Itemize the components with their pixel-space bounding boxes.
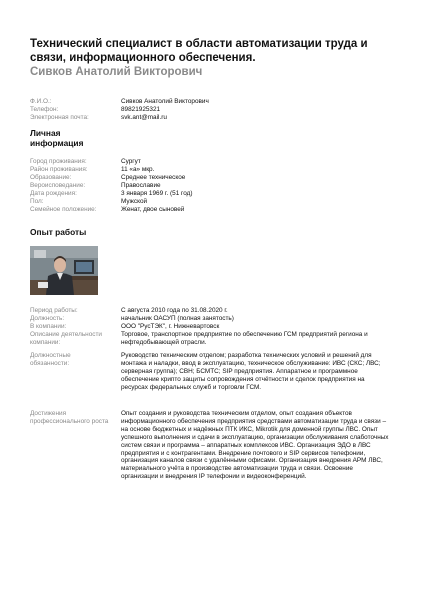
- field-label: Образование:: [30, 174, 72, 181]
- company-description: Торговое, транспортное предприятие по обеспечению ГСМ предприятий региона и нефтедобывающей отрасли.: [121, 331, 368, 346]
- contact-label: Телефон:: [30, 106, 59, 113]
- contact-label: Ф.И.О.:: [30, 98, 52, 105]
- field-label: Описание деятельности компании:: [30, 331, 102, 346]
- position-value: начальник ОАСУП (полная занятость): [121, 315, 234, 322]
- profile-photo: [30, 246, 98, 295]
- duties-text: Руководство техническим отделом; разработка технических условий и решений для монтажа и наладки, ввод в эксплуатацию, техническое обслуживание: ИВС (СКС; ЛВС; серверная группа); СВН; БСМТС; SIP предприятия. Аппаратное и программное обеспечение крипто защиты сопровождения отчётности и сделок предприятия на ресурсах федеральных служб и торговли ГСМ.: [121, 352, 381, 391]
- resume-title: Технический специалист в области автоматизации труда и связи, информационного обеспечения.: [30, 38, 368, 64]
- field-label: В компании:: [30, 323, 67, 330]
- field-value: Православие: [121, 182, 161, 189]
- field-label: Город проживания:: [30, 158, 87, 165]
- achievements-text: Опыт создания и руководства техническим отделом, опыт создания объектов информационного обеспечения предприятия средствами автоматизации труда и связи – на основе бюджетных и надёжных ПТК ИКС, Mikrotik для доменной группы ЛВС. Опыт успешного выполнения и сдачи в эксплуатацию, организации обслуживания слаботочных систем связи и программа – аппаратных комплексов ИВС. Организация ЭДО в ЛВС предприятия и с контрагентами. Внедрение почтового и SIP сервисов телефонии, организация каналов связи с удалёнными офисами. Организация внедрения АРМ ЛВС, материального учёта в производстве автоматизации труда и связи. Освоение организации и внедрения IP телефонии и видеоконференций.: [121, 410, 389, 481]
- contact-value: Сивков Анатолий Викторович: [121, 98, 209, 105]
- work-period-value: С августа 2010 года по 31.08.2020 г.: [121, 307, 228, 314]
- field-label: Дата рождения:: [30, 190, 77, 197]
- email-value: svk.ant@mail.ru: [121, 114, 167, 121]
- field-label: Семейное положение:: [30, 206, 97, 213]
- phone-value: 89821925321: [121, 106, 161, 113]
- candidate-name: Сивков Анатолий Викторович: [30, 66, 203, 78]
- field-value: Женат, двое сыновей: [121, 206, 185, 213]
- field-value: Среднее техническое: [121, 174, 186, 181]
- contact-label: Электронная почта:: [30, 114, 89, 121]
- field-label: Вероисповедание:: [30, 182, 86, 189]
- section-title-personal: Личная информация: [30, 128, 84, 148]
- field-label: Должностные обязанности:: [30, 352, 71, 367]
- field-label: Район проживания:: [30, 166, 88, 173]
- field-label: Достижения профессионального роста: [30, 410, 109, 425]
- profile-photo-image: [30, 246, 98, 295]
- field-value: Сургут: [121, 158, 141, 165]
- section-title-experience: Опыт работы: [30, 227, 87, 237]
- field-value: 11 «а» мкр.: [121, 166, 155, 173]
- field-value: Мужской: [121, 198, 148, 205]
- field-value: 3 января 1969 г. (51 год): [121, 190, 193, 197]
- company-value: ООО "РусТЭК", г. Нижневартовск: [121, 323, 220, 330]
- field-label: Должность:: [30, 315, 65, 322]
- field-label: Период работы:: [30, 307, 78, 314]
- field-label: Пол:: [30, 198, 44, 205]
